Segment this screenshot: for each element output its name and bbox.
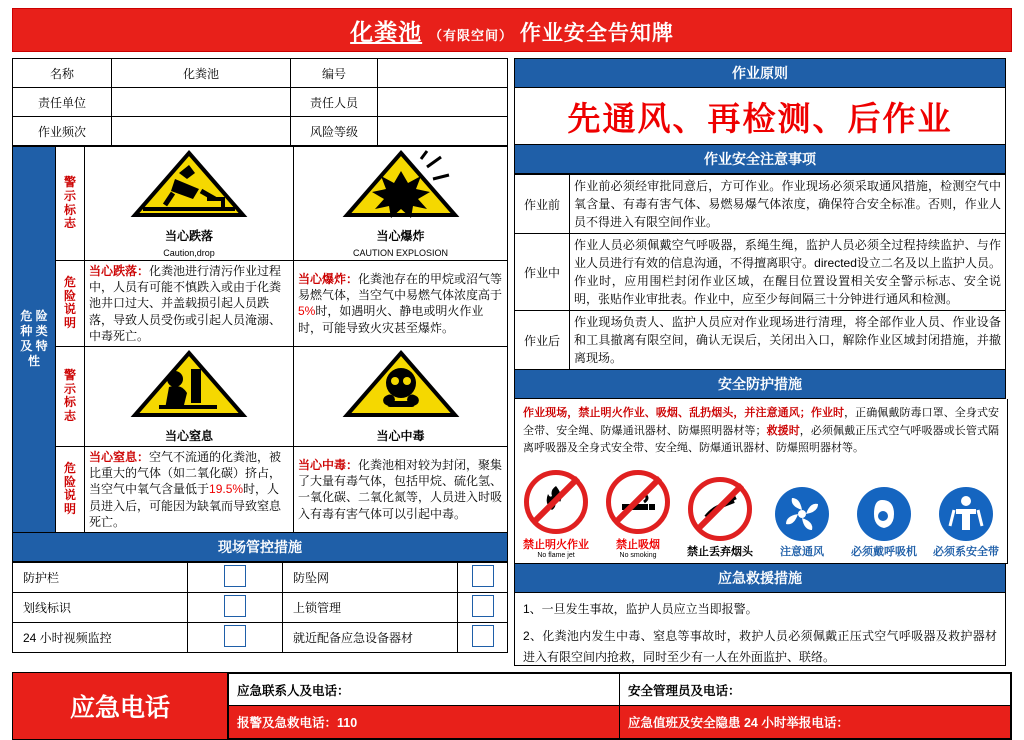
control-check-guardrail[interactable] bbox=[188, 562, 283, 592]
notice-table bbox=[514, 174, 1006, 370]
protection-text-3: ，正确佩戴防毒口罩、全身式安全带、安全绳、防爆通讯器材、防爆照明器材等； bbox=[523, 407, 1000, 437]
hazard-desc-poison-text: 化粪池相对较为封闭，聚集了大量有毒气体，包括甲烷、硫化氢、一氧化碳、二氧化氮等，人员进入时吸入有毒有害气体可以引起中毒。 bbox=[298, 458, 503, 521]
hazard-desc-explosion-value: 5% bbox=[298, 304, 316, 319]
unit-label: 责任单位 bbox=[13, 88, 112, 117]
harness-glyph-icon bbox=[944, 492, 988, 536]
protection-header: 安全防护措施 bbox=[514, 370, 1006, 399]
hazard-desc-explosion-title: 当心爆炸： bbox=[298, 272, 359, 287]
ppe-sub-no-smoking: No smoking bbox=[619, 551, 657, 559]
code-label: 编号 bbox=[291, 59, 378, 88]
hazard-side-label: 危 险 种 类 及 特 性 bbox=[13, 147, 56, 533]
person-value bbox=[378, 88, 508, 117]
name-value: 化粪池 bbox=[112, 59, 291, 88]
control-item-lockout: 上锁管理 bbox=[283, 592, 458, 622]
hazard-desc-explosion bbox=[294, 261, 508, 347]
code-value bbox=[378, 59, 508, 88]
ppe-sub-no-open-flame: No flame jet bbox=[537, 551, 575, 559]
sign-fall-name: 当心跌落 bbox=[164, 229, 213, 243]
hazard-desc-fall-text: 化粪池进行清污作业过程中，人员有可能不慎跌入或由于化粪池井口过大、并盖载损引起人员跌落，导致人员受伤或引起人员淹溺、中毒死亡。 bbox=[89, 264, 282, 343]
hazard-desc-asphyxia-title: 当心窒息： bbox=[89, 449, 150, 464]
control-check-equipment[interactable] bbox=[458, 622, 508, 652]
rescue-body bbox=[514, 593, 1006, 666]
notice-label-after: 作业后 bbox=[515, 311, 570, 370]
control-check-lockout[interactable] bbox=[458, 592, 508, 622]
rescue-header: 应急救援措施 bbox=[514, 564, 1006, 593]
table-row bbox=[13, 562, 508, 592]
emergency-footer bbox=[12, 672, 1012, 740]
risk-level-label: 风险等级 bbox=[291, 117, 378, 146]
table-row bbox=[13, 59, 508, 88]
protection-text bbox=[515, 399, 1007, 464]
no-smoking-icon bbox=[606, 470, 670, 534]
control-measures-header: 现场管控措施 bbox=[12, 533, 508, 562]
principle-header: 作业原则 bbox=[514, 58, 1006, 88]
table-row bbox=[515, 311, 1006, 370]
control-item-equipment: 就近配备应急设备器材 bbox=[283, 622, 458, 652]
ppe-cap-no-open-flame: 禁止明火作业 bbox=[523, 538, 589, 551]
hazard-desc-fall bbox=[85, 261, 294, 347]
ventilation-icon bbox=[775, 487, 829, 541]
ppe-cap-no-smoking: 禁止吸烟 bbox=[616, 538, 660, 551]
sign-asphyxia-name: 当心窒息 bbox=[164, 428, 213, 443]
info-table bbox=[12, 58, 508, 146]
hazard-desc-explosion-text2: 时，如遇明火、静电或明火作业时，可能导致火灾甚至爆炸。 bbox=[298, 304, 484, 335]
rescue-line-1: 1、一旦发生事故，监护人员应立当即报警。 bbox=[523, 601, 758, 616]
control-measures-table bbox=[12, 562, 508, 653]
hazard-table bbox=[12, 146, 508, 533]
control-item-cctv: 24 小时视频监控 bbox=[13, 622, 188, 652]
checkbox[interactable] bbox=[224, 595, 246, 617]
page-title-bar bbox=[12, 8, 1012, 52]
principle-text: 先通风、再检测、后作业 bbox=[567, 99, 953, 137]
emergency-phone-title: 应急电话 bbox=[13, 673, 228, 739]
caution-explosion-icon bbox=[341, 149, 461, 223]
notice-label-before: 作业前 bbox=[515, 175, 570, 234]
sign-fall-en: Caution,drop bbox=[163, 248, 215, 258]
ppe-no-open-flame bbox=[519, 470, 593, 559]
checkbox[interactable] bbox=[224, 565, 246, 587]
table-row bbox=[13, 622, 508, 652]
flame-glyph-icon bbox=[534, 480, 578, 524]
ppe-icon-row bbox=[515, 464, 1007, 563]
person-label: 责任人员 bbox=[291, 88, 378, 117]
emergency-table bbox=[228, 673, 1011, 739]
protection-text-5: ，必须佩戴正压式空气呼吸器或长管式隔离呼吸器及全身式安全带、安全绳、防爆通讯器材、防爆照明器材等。 bbox=[523, 424, 1000, 455]
hazard-desc-asphyxia-text1: 空气不流通的化粪池，被比重大的气体（如二氧化碳）挤占，当空气中氧气含量低于 bbox=[89, 449, 282, 497]
table-row bbox=[515, 234, 1006, 311]
alarm-phone-label: 报警及急救电话：110 bbox=[229, 706, 620, 739]
control-check-fallnet[interactable] bbox=[458, 562, 508, 592]
emergency-contacts bbox=[228, 673, 1011, 739]
hazard-desc-poison-title: 当心中毒： bbox=[298, 458, 359, 473]
notice-header: 作业安全注意事项 bbox=[514, 145, 1006, 174]
ppe-cap-ventilation: 注意通风 bbox=[780, 545, 824, 558]
ppe-no-cigarette-butt bbox=[683, 477, 757, 559]
left-column bbox=[12, 58, 508, 666]
no-open-flame-icon bbox=[524, 470, 588, 534]
page-title bbox=[350, 14, 674, 47]
hazard-desc-label-2: 危险说明 bbox=[56, 446, 85, 532]
table-row bbox=[13, 592, 508, 622]
table-row bbox=[229, 673, 1011, 706]
cigarette-glyph-icon bbox=[616, 480, 660, 524]
protection-text-2: 作业时 bbox=[810, 407, 845, 419]
protection-text-4: 救援时 bbox=[766, 424, 800, 437]
caution-drop-icon bbox=[129, 149, 249, 223]
hazard-desc-fall-title: 当心跌落： bbox=[89, 264, 150, 278]
sign-explosion-name: 当心爆炸 bbox=[376, 229, 425, 243]
ppe-ventilation bbox=[765, 487, 839, 559]
table-row bbox=[13, 446, 508, 532]
ppe-cap-safety-harness: 必须系安全带 bbox=[933, 545, 999, 558]
frequency-label: 作业频次 bbox=[13, 117, 112, 146]
checkbox[interactable] bbox=[472, 595, 494, 617]
control-check-cctv[interactable] bbox=[188, 622, 283, 652]
name-label: 名称 bbox=[13, 59, 112, 88]
sign-explosion-en: CAUTION EXPLOSION bbox=[352, 248, 449, 258]
table-row bbox=[13, 261, 508, 347]
page-title-main: 化粪池 bbox=[350, 18, 423, 45]
page-title-rest: 作业安全告知牌 bbox=[519, 21, 674, 45]
hazard-desc-label-1: 危险说明 bbox=[56, 261, 85, 347]
notice-text-during: 作业人员必须佩戴空气呼吸器，系绳生绳，监护人员必须全过程持续监护、与作业人员进行有效的信息沟通，不得擅离职守。directed设立二名及以上监护人员。作业时，应用围栏封闭作业区域，在醒目位置设置相关安全警示标志、安全说明，张贴作业审批表。作业中，应至少每间隔三十分钟进行通风和检测。 bbox=[570, 234, 1006, 311]
warning-sign-label-1: 警示标志 bbox=[56, 147, 85, 261]
principle-banner bbox=[514, 88, 1006, 145]
page-title-paren: （有限空间） bbox=[428, 27, 513, 43]
checkbox[interactable] bbox=[472, 565, 494, 587]
hazard-desc-asphyxia-text2: 时，人员进入后，可能因为缺氧而导致窒息死亡。 bbox=[89, 482, 282, 529]
respirator-glyph-icon bbox=[862, 492, 906, 536]
caution-poison-icon bbox=[341, 349, 461, 423]
protection-body bbox=[514, 399, 1008, 564]
no-cigarette-butt-icon bbox=[688, 477, 752, 541]
ppe-respirator bbox=[847, 487, 921, 559]
hazard-desc-poison bbox=[294, 446, 508, 532]
sign-explosion-cell bbox=[294, 147, 508, 261]
fan-glyph-icon bbox=[780, 492, 824, 536]
frequency-value bbox=[112, 117, 291, 146]
rescue-line-2: 2、化粪池内发生中毒、窒息等事故时，救护人员必须佩戴正压式空气呼吸器及救护器材进入有限空间内抢救，同时至少有一人在外面监护、联络。 bbox=[523, 628, 997, 664]
sign-poison-cell bbox=[294, 346, 508, 446]
control-check-marking[interactable] bbox=[188, 592, 283, 622]
checkbox[interactable] bbox=[224, 625, 246, 647]
safety-harness-icon bbox=[939, 487, 993, 541]
risk-level-value bbox=[378, 117, 508, 146]
notice-label-during: 作业中 bbox=[515, 234, 570, 311]
safety-manager-label: 安全管理员及电话： bbox=[620, 673, 1011, 706]
respirator-icon bbox=[857, 487, 911, 541]
notice-text-before: 作业前必须经审批同意后，方可作业。作业现场必须采取通风措施，检测空气中氧含量、有毒有害气体、易燃易爆气体浓度，确保符合安全标准。否则，作业人员不得进入有限空间作业。 bbox=[570, 175, 1006, 234]
control-item-guardrail: 防护栏 bbox=[13, 562, 188, 592]
emergency-contact-label: 应急联系人及电话： bbox=[229, 673, 620, 706]
warning-sign-label-2: 警示标志 bbox=[56, 346, 85, 446]
table-row bbox=[515, 175, 1006, 234]
checkbox[interactable] bbox=[472, 625, 494, 647]
hazard-desc-asphyxia-value: 19.5% bbox=[209, 482, 244, 497]
unit-value bbox=[112, 88, 291, 117]
hazard-desc-explosion-text1: 化粪池存在的甲烷或沼气等易燃气体，当空气中易燃气体浓度高于 bbox=[298, 272, 503, 303]
table-row bbox=[13, 346, 508, 446]
caution-asphyxiation-icon bbox=[129, 349, 249, 423]
ppe-cap-no-cigarette-butt: 禁止丢弃烟头 bbox=[687, 545, 753, 558]
notice-text-after: 作业现场负责人、监护人员应对作业现场进行清理，将全部作业人员、作业设备和工具撤离有限空间，确认无误后，关闭出入口，解除作业区域封闭措施，并撤离现场。 bbox=[570, 311, 1006, 370]
ppe-cap-respirator: 必须戴呼吸机 bbox=[851, 545, 917, 558]
table-row bbox=[13, 88, 508, 117]
table-row bbox=[13, 147, 508, 261]
ppe-no-smoking bbox=[601, 470, 675, 559]
sign-asphyxia-cell bbox=[85, 346, 294, 446]
right-column bbox=[514, 58, 1006, 666]
sign-poison-name: 当心中毒 bbox=[376, 428, 425, 443]
sign-fall-cell bbox=[85, 147, 294, 261]
hazard-desc-asphyxia bbox=[85, 446, 294, 532]
table-row bbox=[229, 706, 1011, 739]
hotline-label: 应急值班及安全隐患 24 小时举报电话： bbox=[620, 706, 1011, 739]
protection-text-1: 作业现场，禁止明火作业、吸烟、乱扔烟头，并注意通风； bbox=[523, 407, 811, 419]
ppe-safety-harness bbox=[929, 487, 1003, 559]
table-row bbox=[13, 117, 508, 146]
control-item-fallnet: 防坠网 bbox=[283, 562, 458, 592]
control-item-marking: 划线标识 bbox=[13, 592, 188, 622]
hand-throw-glyph-icon bbox=[698, 487, 742, 531]
